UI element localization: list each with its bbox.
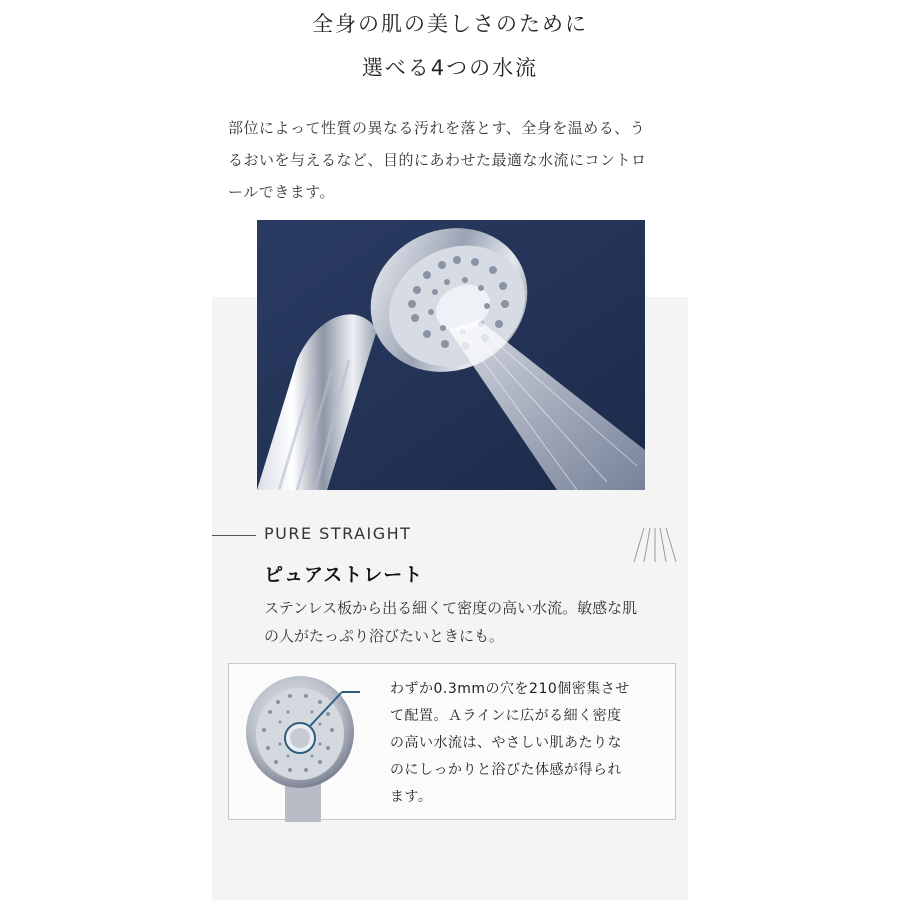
description-line: の人がたっぷり浴びたいときにも。 (264, 627, 505, 645)
detail-line: のにしっかりと浴びた体感が得られ (390, 762, 622, 778)
intro-paragraph (228, 112, 678, 208)
section-label-en: PURE STRAIGHT (264, 524, 412, 543)
intro-line: 部位によって性質の異なる汚れを落とす、全身を温める、う (228, 119, 646, 137)
heading-line-2: 選べる4つの水流 (361, 56, 539, 80)
section-description (264, 594, 684, 650)
section-rule (212, 535, 256, 536)
detail-line: の高い水流は、やさしい肌あたりな (390, 735, 622, 751)
heading-line-1: 全身の肌の美しさのために (312, 12, 588, 36)
intro-line: るおいを与えるなど、目的にあわせた最適な水流にコントロ (228, 151, 647, 169)
nozzle-closeup-image (240, 672, 360, 822)
detail-line: て配置。Ａラインに広がる細く密度 (390, 708, 622, 724)
detail-line: ます。 (390, 789, 433, 805)
description-line: ステンレス板から出る細くて密度の高い水流。敏感な肌 (264, 599, 638, 617)
section-title-jp: ピュアストレート (264, 564, 424, 586)
water-stream-icon (630, 526, 680, 566)
detail-line: わずか0.3mmの穴を210個密集させ (390, 681, 630, 697)
intro-line: ールできます。 (228, 183, 336, 201)
detail-text (390, 676, 670, 811)
shower-head-photo (257, 220, 645, 490)
